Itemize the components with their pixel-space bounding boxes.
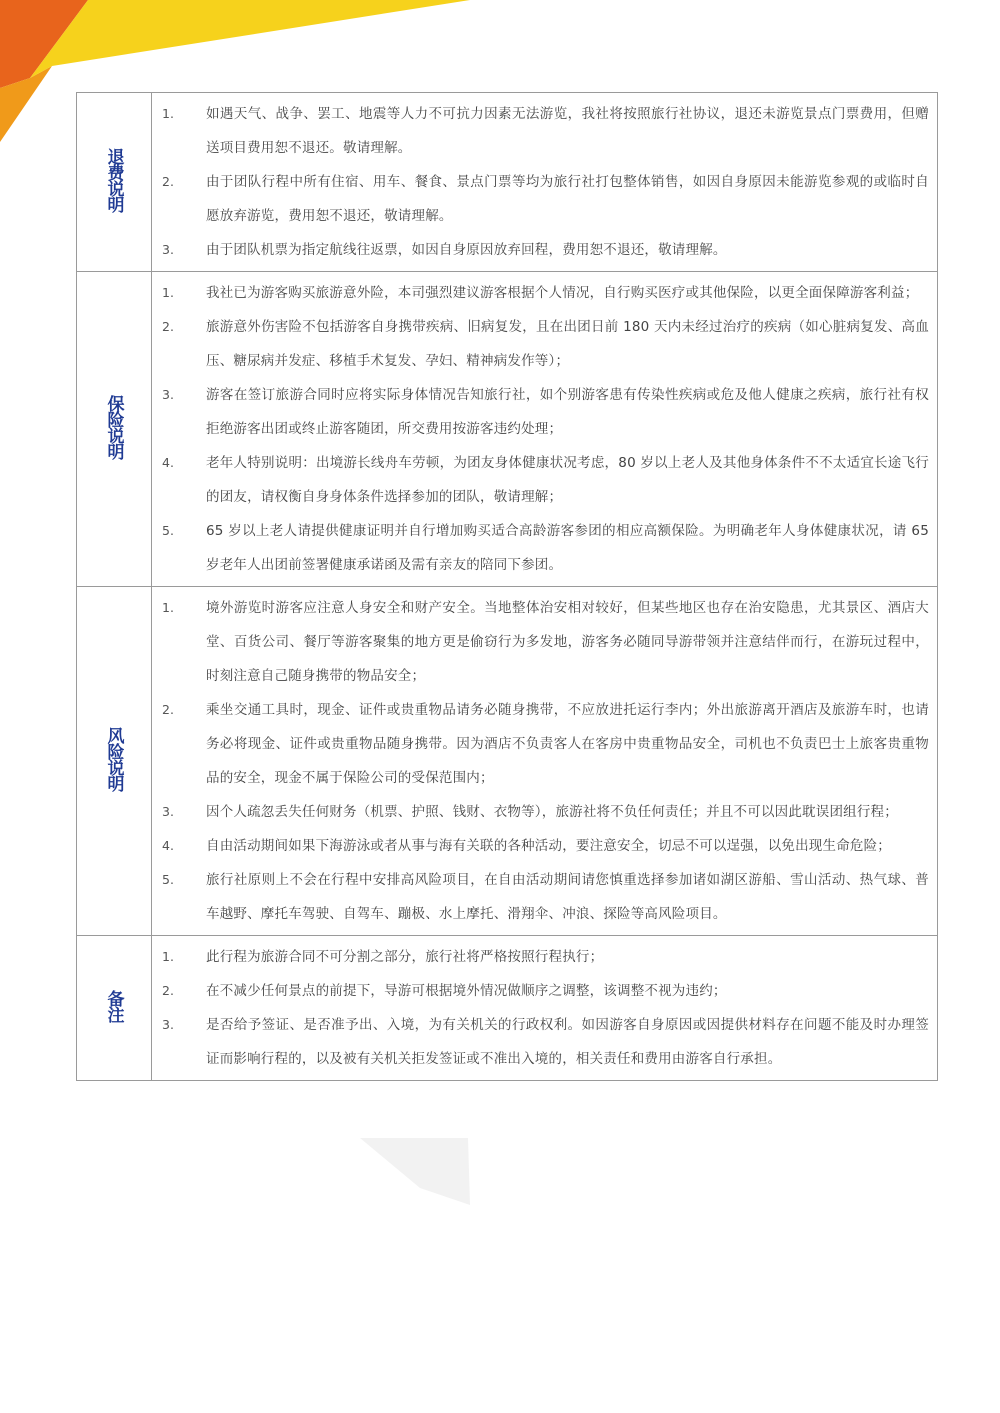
item-text: 乘坐交通工具时，现金、证件或贵重物品请务必随身携带，不应放进托运行李内；外出旅游离开酒店及旅游车时，也请务必将现金、证件或贵重物品随身携带。因为酒店不负责客人在客房中贵重物品安全，司机也不负责巴士上旅客贵重物品的安全，现金不属于保险公司的受保范围内； (206, 702, 929, 786)
item-text: 由于团队机票为指定航线往返票，如因自身原因放弃回程，费用恕不退还，敬请理解。 (206, 242, 727, 258)
item-text: 境外游览时游客应注意人身安全和财产安全。当地整体治安相对较好，但某些地区也存在治安隐患，尤其景区、酒店大堂、百货公司、餐厅等游客聚集的地方更是偷窃行为多发地，游客务必随同导游带领并注意结伴而行，在游玩过程中，时刻注意自己随身携带的物品安全； (206, 600, 929, 684)
item-number: 2. (162, 319, 174, 334)
item-text: 旅游意外伤害险不包括游客自身携带疾病、旧病复发，且在出团日前 180 天内未经过治疗的疾病（如心脏病复发、高血压、糖尿病并发症、移植手术复发、孕妇、精神病发作等）； (206, 319, 929, 369)
watermark-shape (360, 1138, 470, 1205)
terms-table (76, 92, 938, 1081)
item-text: 是否给予签证、是否准予出、入境，为有关机关的行政权利。如因游客自身原因或因提供材料存在问题不能及时办理签证而影响行程的，以及被有关机关拒发签证或不准出入境的，相关责任和费用由游客自行承担。 (206, 1017, 929, 1067)
section-heading: 保险说明 (103, 395, 124, 459)
item-text: 因个人疏忽丢失任何财务（机票、护照、钱财、衣物等），旅游社将不负任何责任；并且不可以因此耽误团组行程； (206, 804, 898, 820)
risk-section (77, 587, 938, 936)
section-items-cell (152, 587, 938, 936)
list-item (152, 863, 929, 931)
item-text: 旅行社原则上不会在行程中安排高风险项目，在自由活动期间请您慎重选择参加诸如湖区游船、雪山活动、热气球、普车越野、摩托车驾驶、自驾车、蹦极、水上摩托、滑翔伞、冲浪、探险等高风险项目。 (206, 872, 929, 922)
item-number: 3. (162, 242, 174, 257)
item-number: 5. (162, 872, 174, 887)
section-heading-cell (77, 93, 152, 272)
item-number: 3. (162, 1017, 174, 1032)
list-item (152, 974, 929, 1008)
item-number: 1. (162, 106, 174, 121)
section-items-cell (152, 936, 938, 1081)
list-item (152, 1008, 929, 1076)
item-number: 1. (162, 949, 174, 964)
list-item (152, 97, 929, 165)
item-number: 5. (162, 523, 174, 538)
list-item (152, 310, 929, 378)
item-number: 3. (162, 804, 174, 819)
refund-section (77, 93, 938, 272)
section-heading: 备注 (103, 990, 124, 1022)
item-text: 65 岁以上老人请提供健康证明并自行增加购买适合高龄游客参团的相应高额保险。为明确老年人身体健康状况，请 65 岁老年人出团前签署健康承诺函及需有亲友的陪同下参团。 (206, 523, 929, 573)
list-item (152, 514, 929, 582)
item-number: 3. (162, 387, 174, 402)
item-text: 我社已为游客购买旅游意外险，本司强烈建议游客根据个人情况，自行购买医疗或其他保险，以更全面保障游客利益； (206, 285, 919, 301)
item-text: 由于团队行程中所有住宿、用车、餐食、景点门票等均为旅行社打包整体销售，如因自身原因未能游览参观的或临时自愿放弃游览，费用恕不退还，敬请理解。 (206, 174, 929, 224)
section-heading: 退费说明 (103, 148, 124, 212)
remarks-section (77, 936, 938, 1081)
terms-table-body (77, 93, 938, 1081)
item-text: 此行程为旅游合同不可分割之部分，旅行社将严格按照行程执行； (206, 949, 604, 965)
corner-stripe-yellow (30, 0, 470, 78)
section-heading: 风险说明 (103, 727, 124, 791)
list-item (152, 795, 929, 829)
insurance-section (77, 272, 938, 587)
item-number: 4. (162, 838, 174, 853)
item-number: 2. (162, 174, 174, 189)
section-items-cell (152, 93, 938, 272)
section-heading-cell (77, 936, 152, 1081)
item-number: 1. (162, 285, 174, 300)
item-text: 自由活动期间如果下海游泳或者从事与海有关联的各种活动，要注意安全，切忌不可以逞强，以免出现生命危险； (206, 838, 891, 854)
list-item (152, 446, 929, 514)
list-item (152, 829, 929, 863)
list-item (152, 591, 929, 693)
item-text: 在不减少任何景点的前提下，导游可根据境外情况做顺序之调整，该调整不视为违约； (206, 983, 727, 999)
list-item (152, 378, 929, 446)
item-number: 2. (162, 983, 174, 998)
section-items-cell (152, 272, 938, 587)
item-text: 游客在签订旅游合同时应将实际身体情况告知旅行社，如个别游客患有传染性疾病或危及他人健康之疾病，旅行社有权拒绝游客出团或终止游客随团，所交费用按游客违约处理； (206, 387, 929, 437)
list-item (152, 940, 929, 974)
section-heading-cell (77, 272, 152, 587)
list-item (152, 693, 929, 795)
list-item (152, 233, 929, 267)
list-item (152, 276, 929, 310)
item-number: 2. (162, 702, 174, 717)
list-item (152, 165, 929, 233)
item-text: 如遇天气、战争、罢工、地震等人力不可抗力因素无法游览，我社将按照旅行社协议，退还未游览景点门票费用，但赠送项目费用恕不退还。敬请理解。 (206, 106, 929, 156)
section-heading-cell (77, 587, 152, 936)
item-text: 老年人特别说明：出境游长线舟车劳顿，为团友身体健康状况考虑，80 岁以上老人及其他身体条件不不太适宜长途飞行的团友，请权衡自身身体条件选择参加的团队，敬请理解； (206, 455, 929, 505)
item-number: 4. (162, 455, 174, 470)
item-number: 1. (162, 600, 174, 615)
